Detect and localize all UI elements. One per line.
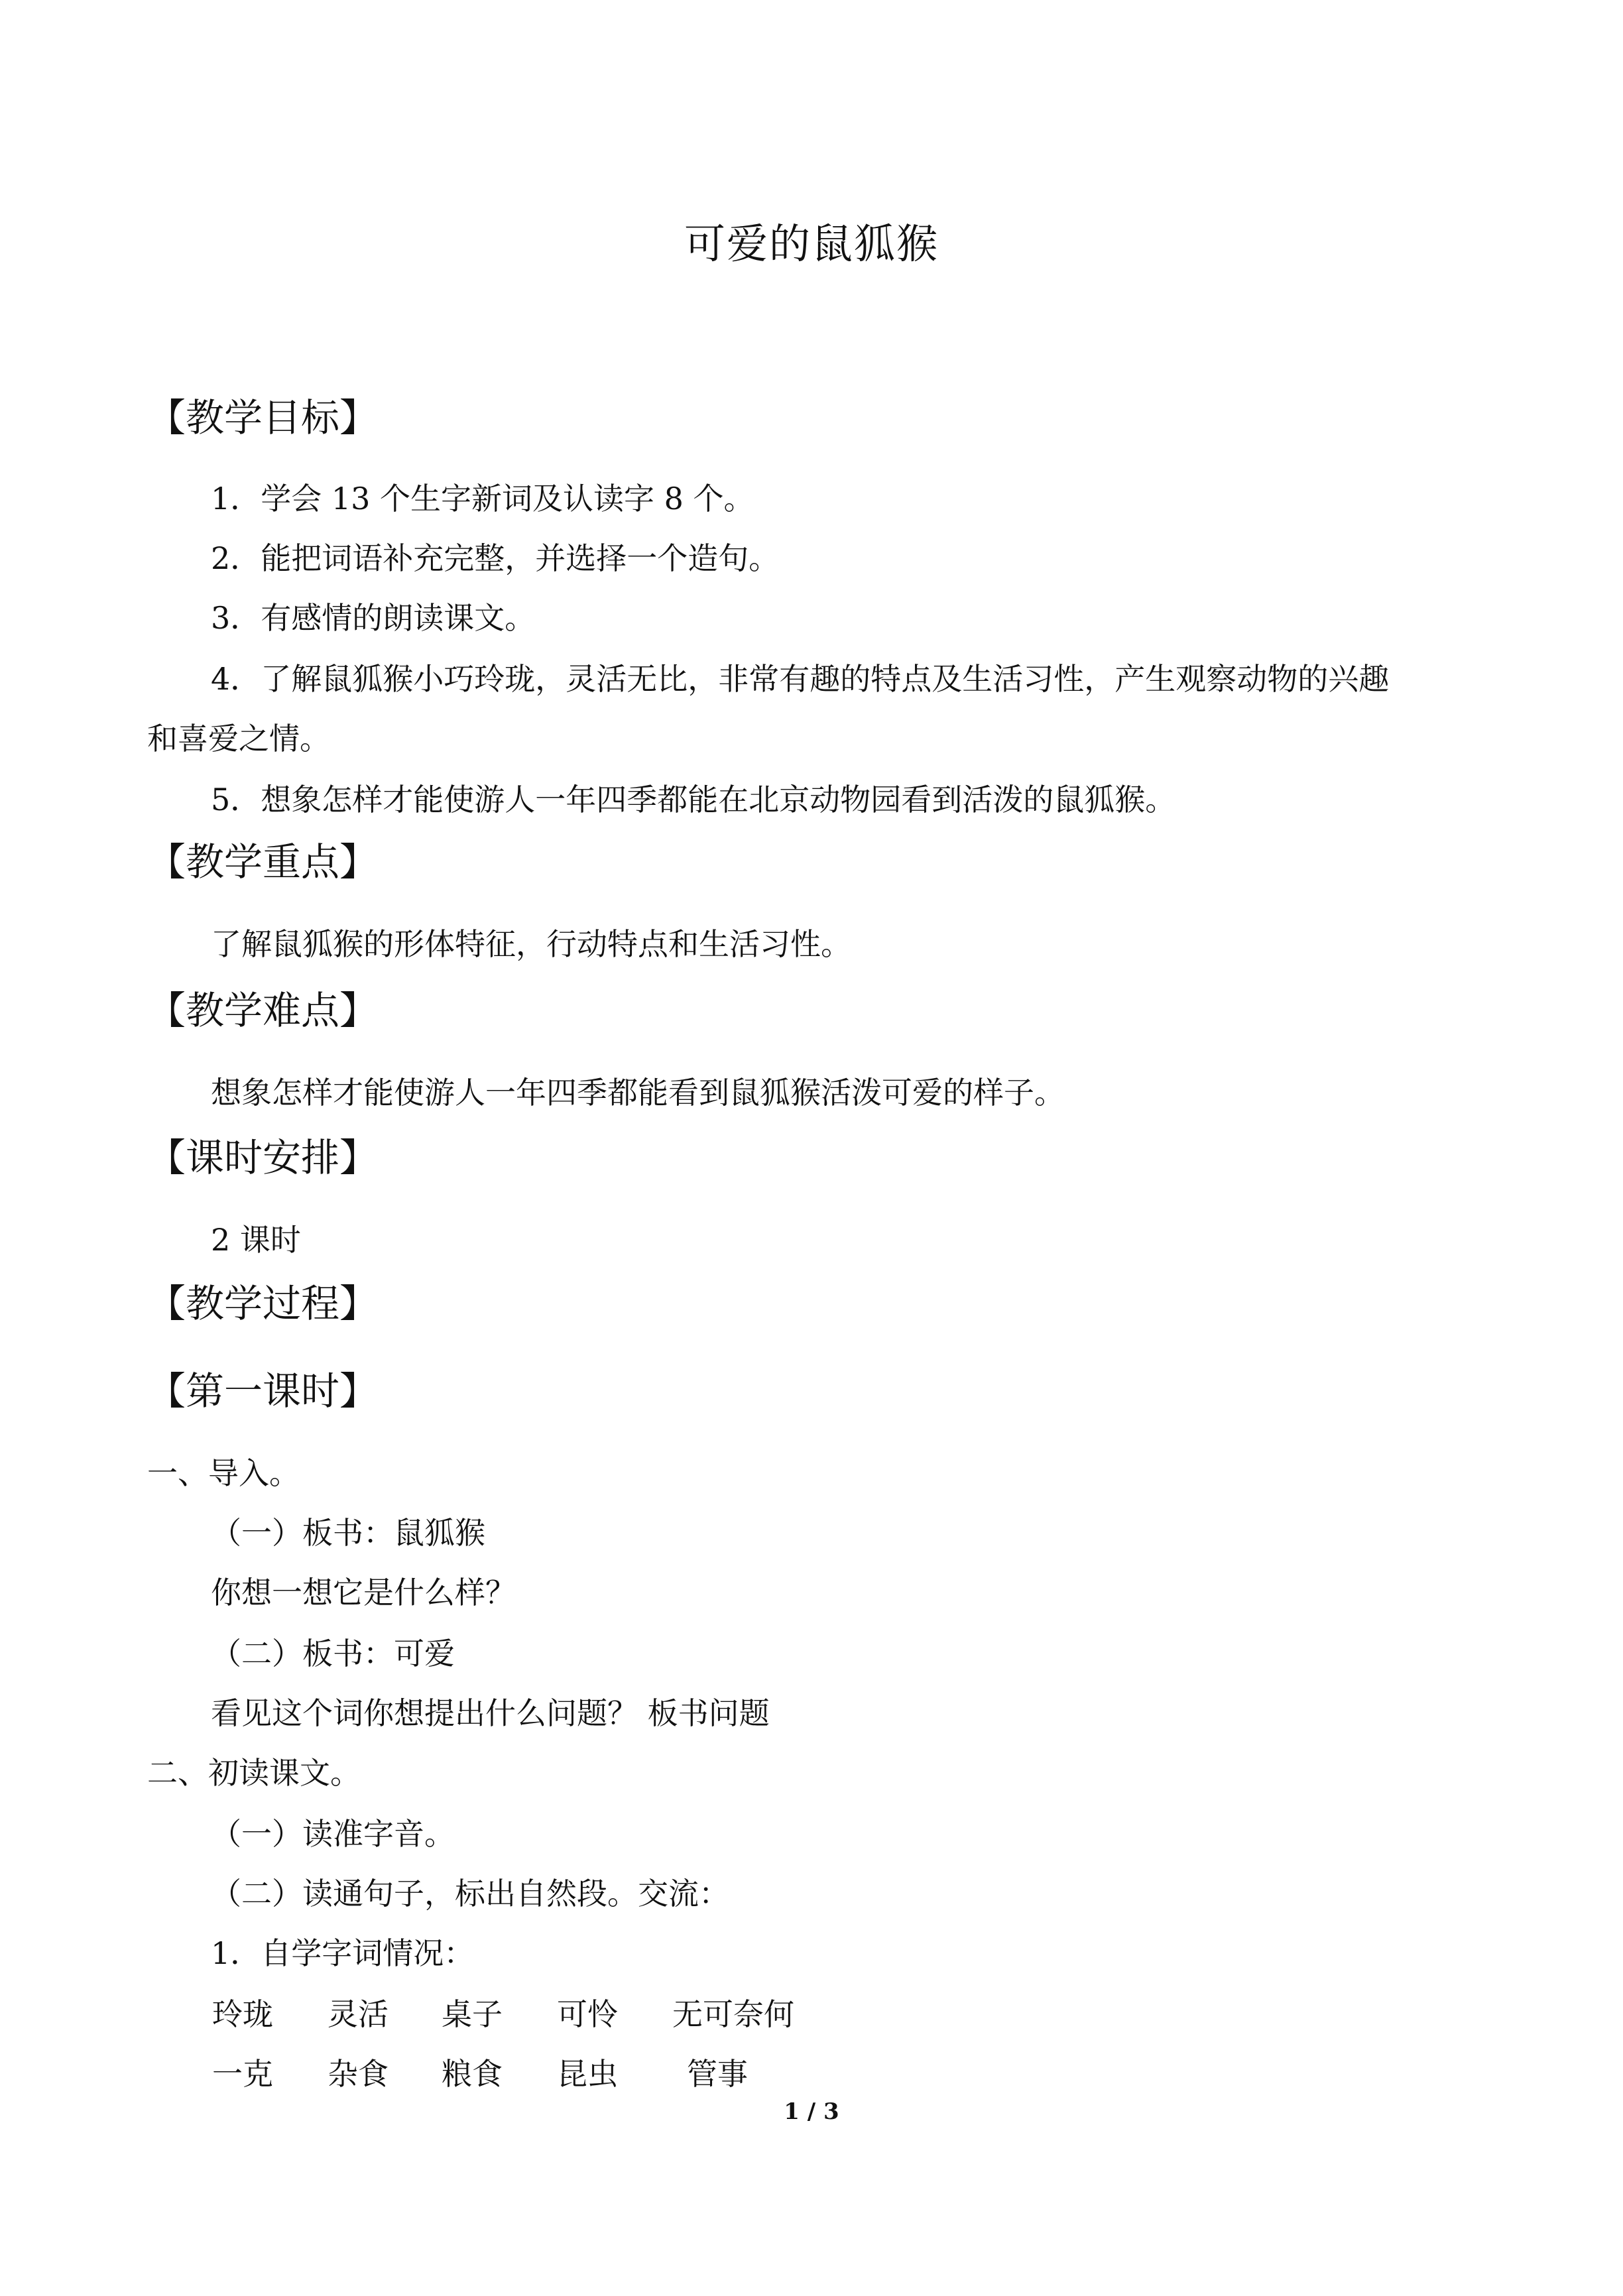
vocabulary-word: 可怜 xyxy=(557,1996,618,2032)
vocabulary-word: 灵活 xyxy=(328,1996,389,2032)
process-part-1: 一、导入。 xyxy=(147,1455,300,1491)
process-part-2: 二、初读课文。 xyxy=(147,1755,361,1791)
vocabulary-word: 一克 xyxy=(212,2056,273,2092)
goal-item-5: 5．想象怎样才能使游人一年四季都能在北京动物园看到活泼的鼠狐猴。 xyxy=(211,782,1176,817)
process-line: 你想一想它是什么样？ xyxy=(211,1575,516,1610)
process-line: （一）板书：鼠狐猴 xyxy=(211,1515,485,1551)
vocabulary-word: 昆虫 xyxy=(557,2056,618,2092)
goal-item-4: 4．了解鼠狐猴小巧玲珑，灵活无比，非常有趣的特点及生活习性，产生观察动物的兴趣 xyxy=(211,661,1390,697)
vocabulary-word: 粮食 xyxy=(442,2056,503,2092)
schedule-text: 2 课时 xyxy=(211,1222,301,1258)
heading-schedule: 【课时安排】 xyxy=(147,1135,379,1180)
goal-item-1: 1．学会 13 个生字新词及认读字 8 个。 xyxy=(211,481,754,516)
page-number: 1 / 3 xyxy=(784,2098,839,2125)
goal-item-2: 2．能把词语补充完整，并选择一个造句。 xyxy=(211,540,780,576)
key-points-text: 了解鼠狐猴的形体特征，行动特点和生活习性。 xyxy=(211,926,851,962)
process-line: （一）读准字音。 xyxy=(211,1816,455,1852)
process-line: （二）板书：可爱 xyxy=(211,1636,455,1671)
vocabulary-word: 管事 xyxy=(687,2056,748,2092)
heading-key-points: 【教学重点】 xyxy=(147,839,379,884)
vocabulary-word: 杂食 xyxy=(328,2056,389,2092)
heading-difficult-points: 【教学难点】 xyxy=(147,988,379,1033)
process-line: 看见这个词你想提出什么问题？ 板书问题 xyxy=(211,1695,770,1731)
vocabulary-row-2 xyxy=(0,2053,1623,2095)
goal-item-4-continued: 和喜爱之情。 xyxy=(147,721,330,756)
difficult-points-text: 想象怎样才能使游人一年四季都能看到鼠狐猴活泼可爱的样子。 xyxy=(211,1075,1065,1111)
heading-teaching-goals: 【教学目标】 xyxy=(147,395,379,440)
goal-item-3: 3．有感情的朗读课文。 xyxy=(211,600,536,636)
heading-first-lesson: 【第一课时】 xyxy=(147,1368,379,1414)
process-line: 1．自学字词情况： xyxy=(211,1935,475,1971)
vocabulary-word: 玲珑 xyxy=(212,1996,273,2032)
heading-teaching-process: 【教学过程】 xyxy=(147,1281,379,1326)
vocabulary-word: 桌子 xyxy=(442,1996,503,2032)
vocabulary-row-1 xyxy=(0,1993,1623,2035)
document-title: 可爱的鼠狐猴 xyxy=(684,219,939,268)
process-line: （二）读通句子，标出自然段。交流： xyxy=(211,1876,729,1911)
vocabulary-word: 无可奈何 xyxy=(672,1996,794,2032)
